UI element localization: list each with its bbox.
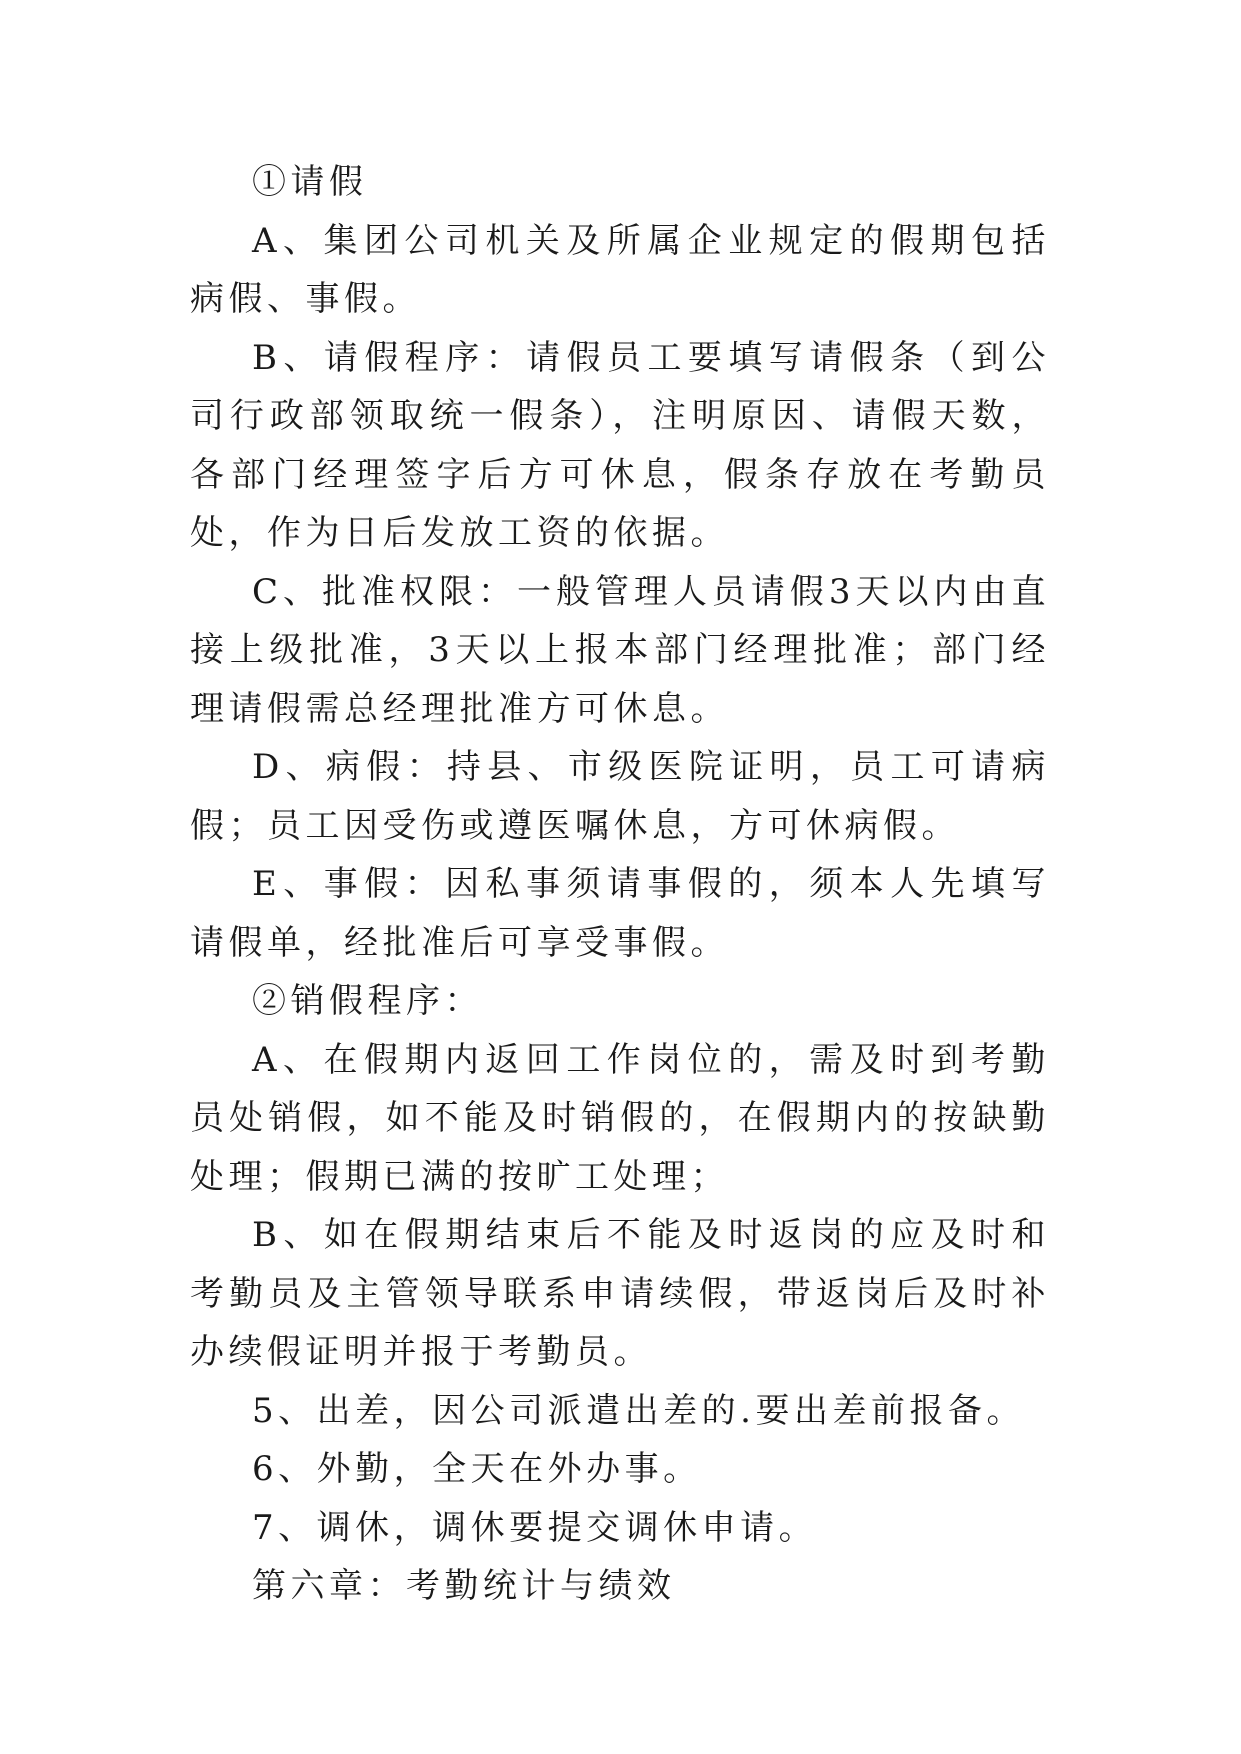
paragraph-sick-leave: D、病假：持县、市级医院证明，员工可请病假；员工因受伤或遵医嘱休息，方可休病假。 <box>190 747 1050 846</box>
paragraph-compensatory-leave: 7、调休，调休要提交调休申请。 <box>252 1507 818 1548</box>
chapter-heading: 第六章：考勤统计与绩效 <box>252 1566 676 1606</box>
paragraph-personal-leave: E、事假：因私事须请事假的，须本人先填写请假单，经批准后可享受事假。 <box>190 864 1050 963</box>
document-body <box>190 153 1050 1616</box>
paragraph-leave-heading: ①请假 <box>252 162 368 202</box>
paragraph-field-work: 6、外勤，全天在外办事。 <box>252 1449 702 1489</box>
paragraph-leave-procedure: B、请假程序：请假员工要填写请假条（到公司行政部领取统一假条），注明原因、请假天数，各部门经理签字后方可休息，假条存放在考勤员处，作为日后发放工资的依据。 <box>190 337 1050 553</box>
paragraph-leave-types: A、集团公司机关及所属企业规定的假期包括病假、事假。 <box>190 220 1050 319</box>
paragraph-approval-authority: C、批准权限：一般管理人员请假3天以内由直接上级批准，3天以上报本部门经理批准；部门经理请假需总经理批准方可休息。 <box>190 571 1050 729</box>
paragraph-cancel-leave-a: A、在假期内返回工作岗位的，需及时到考勤员处销假，如不能及时销假的，在假期内的按缺勤处理；假期已满的按旷工处理； <box>190 1039 1050 1197</box>
paragraph-business-trip: 5、出差，因公司派遣出差的.要出差前报备。 <box>252 1390 1025 1431</box>
paragraph-cancel-leave-b: B、如在假期结束后不能及时返岗的应及时和考勤员及主管领导联系申请续假，带返岗后及时补办续假证明并报于考勤员。 <box>190 1215 1050 1372</box>
paragraph-cancel-leave-heading: ②销假程序： <box>252 981 483 1021</box>
